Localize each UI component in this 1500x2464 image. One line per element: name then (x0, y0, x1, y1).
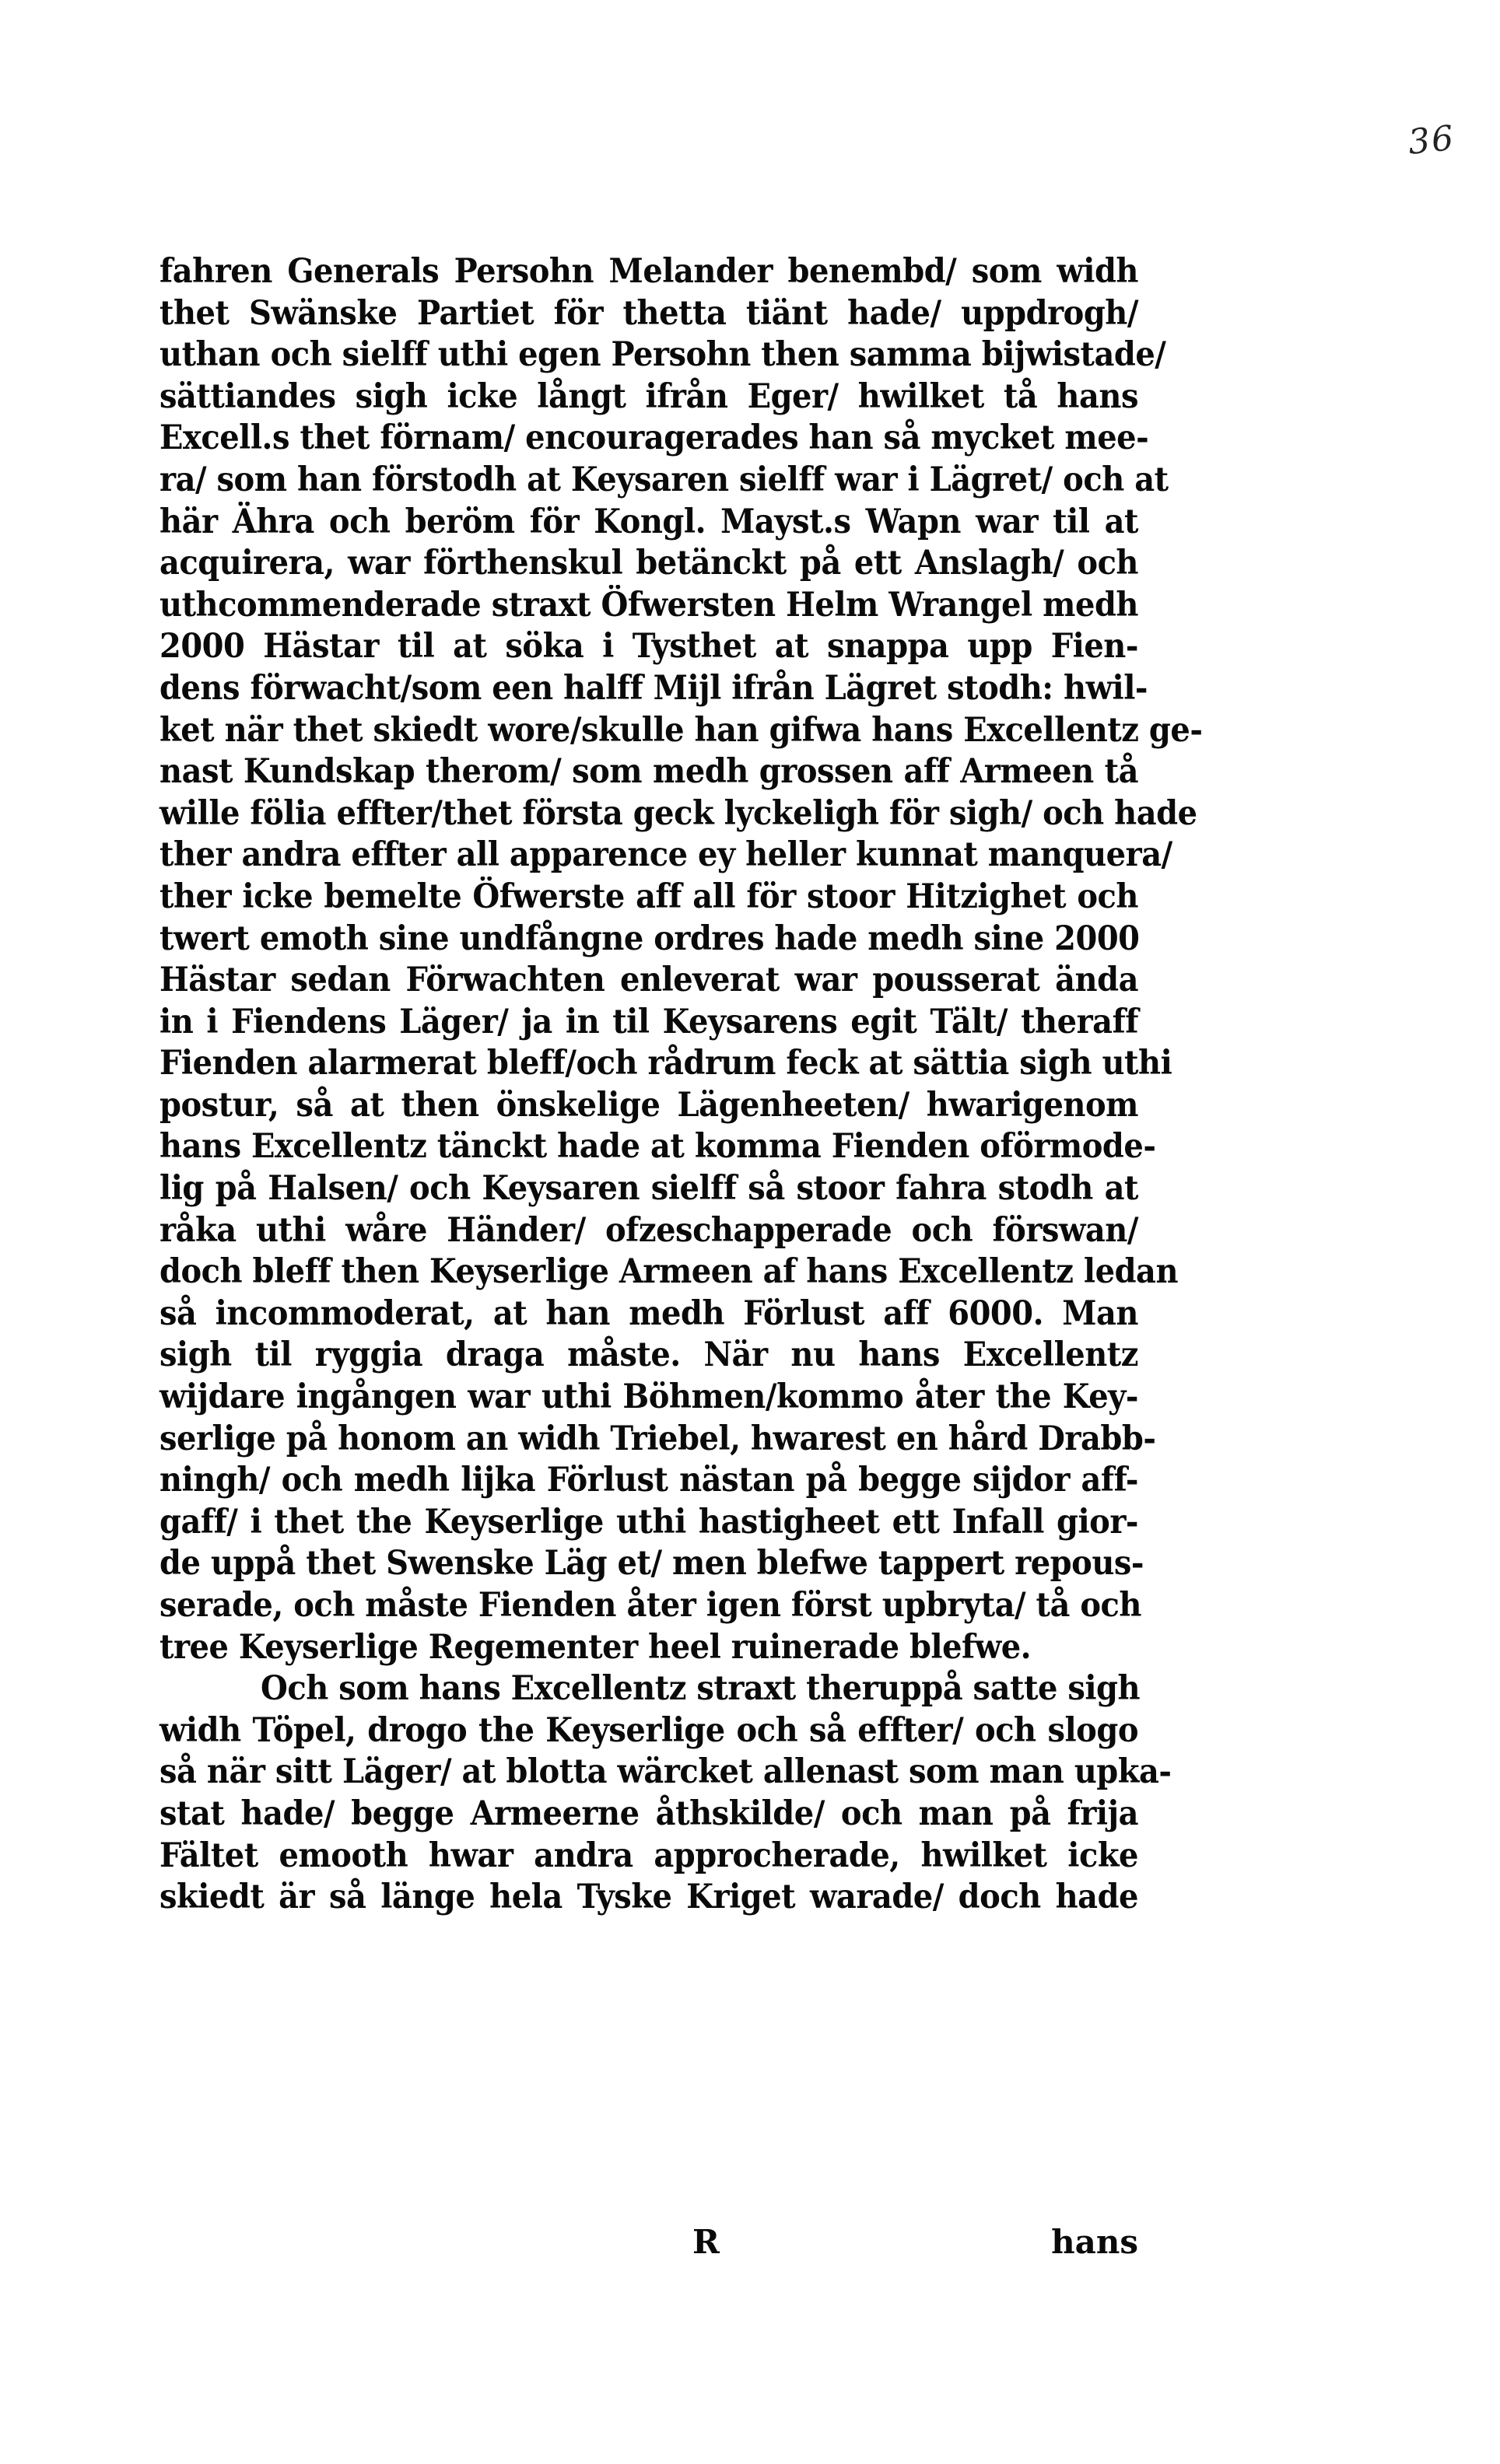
text-line: dens förwacht/som een halff Mijl ifrån Lägret stodh: hwil- (159, 668, 1148, 708)
text-line: ther andra effter all apparence ey heller kunnat manquera/ (159, 835, 1172, 875)
catchword: hans (1051, 2223, 1138, 2261)
text-line: ningh/ och medh lijka Förlust nästan på begge sijdor aff- (159, 1460, 1138, 1500)
text-line: hans Excellentz tänckt hade at komma Fienden oförmode- (159, 1126, 1156, 1167)
text-line: widh Töpel, drogo the Keyserlige och så effter/ och slogo (159, 1710, 1138, 1750)
text-line: uthan och sielff uthi egen Persohn then samma bijwistade/ (159, 334, 1166, 375)
text-line: twert emoth sine undfångne ordres hade medh sine 2000 (159, 918, 1140, 958)
signature-mark: R (692, 2223, 720, 2261)
text-line: så incommoderat, at han medh Förlust aff 6000. Man (159, 1293, 1138, 1333)
text-line: uthcommenderade straxt Öfwersten Helm Wrangel medh (159, 584, 1138, 625)
text-line: sättiandes sigh icke långt ifrån Eger/ hwilket tå hans (159, 376, 1138, 416)
text-line: gaff/ i thet the Keyserlige uthi hastigheet ett Infall gior- (159, 1501, 1138, 1542)
text-line: in i Fiendens Läger/ ja in til Keysarens egit Tält/ theraff (159, 1001, 1138, 1041)
paragraph-end-line: tree Keyserlige Regementer heel ruinerade blefwe. (159, 1626, 1032, 1667)
text-line: 2000 Hästar til at söka i Tysthet at snappa upp Fien- (159, 626, 1138, 667)
text-line: Excell.s thet förnam/ encouragerades han så mycket mee- (159, 418, 1149, 458)
text-line: här Ähra och beröm för Kongl. Mayst.s Wapn war til at (159, 501, 1138, 541)
text-line: så när sitt Läger/ at blotta wärcket allenast som man upka- (159, 1752, 1172, 1792)
handwritten-folio-number: 36 (1406, 118, 1457, 163)
page-footer (159, 2223, 1138, 2270)
text-line: Fältet emooth hwar andra approcherade, hwilket icke (159, 1835, 1138, 1875)
text-line: wille fölia effter/thet första geck lyckeligh för sigh/ och hade (159, 793, 1197, 833)
text-line: thet Swänske Partiet för thetta tiänt hade/ uppdrogh/ (159, 292, 1138, 333)
text-line: serlige på honom an widh Triebel, hwarest en hård Drabb- (159, 1418, 1156, 1458)
text-line: stat hade/ begge Armeerne åthskilde/ och man på frija (159, 1794, 1138, 1833)
text-line: skiedt är så länge hela Tyske Kriget warade/ doch hade (159, 1877, 1138, 1917)
text-line: sigh til ryggia draga måste. När nu hans Excellentz (159, 1335, 1138, 1375)
text-line: serade, och måste Fienden åter igen först upbryta/ tå och (159, 1585, 1141, 1625)
text-line: postur, så at then önskelige Lägenheeten/ hwarigenom (159, 1084, 1138, 1125)
text-line: Hästar sedan Förwachten enleverat war pousserat ända (159, 960, 1138, 999)
text-line: ther icke bemelte Öfwerste aff all för stoor Hitzighet och (159, 877, 1138, 916)
text-line: lig på Halsen/ och Keysaren sielff så stoor fahra stodh at (159, 1168, 1138, 1208)
text-line: ra/ som han förstodh at Keysaren sielff war i Lägret/ och at (159, 460, 1169, 499)
paragraph-start-line: Och som hans Excellentz straxt theruppå satte sigh (261, 1668, 1141, 1709)
body-text (159, 250, 1203, 1918)
text-line: de uppå thet Swenske Läg et/ men blefwe tappert repous- (159, 1543, 1144, 1584)
text-line: ket när thet skiedt wore/skulle han gifwa hans Excellentz ge- (159, 709, 1203, 750)
text-line: råka uthi wåre Händer/ ofzeschapperade och förswan/ (159, 1209, 1138, 1250)
text-line: acquirera, war förthenskul betänckt på ett Anslagh/ och (159, 543, 1138, 583)
text-line: wijdare ingången war uthi Böhmen/kommo åter the Key- (159, 1377, 1138, 1416)
text-line: nast Kundskap therom/ som medh grossen aff Armeen tå (159, 751, 1138, 791)
text-line: Fienden alarmerat bleff/och rådrum feck at sättia sigh uthi (159, 1043, 1172, 1083)
text-line: fahren Generals Persohn Melander benembd/ som widh (159, 251, 1138, 291)
text-line: doch bleff then Keyserlige Armeen af hans Excellentz ledan (159, 1251, 1179, 1292)
